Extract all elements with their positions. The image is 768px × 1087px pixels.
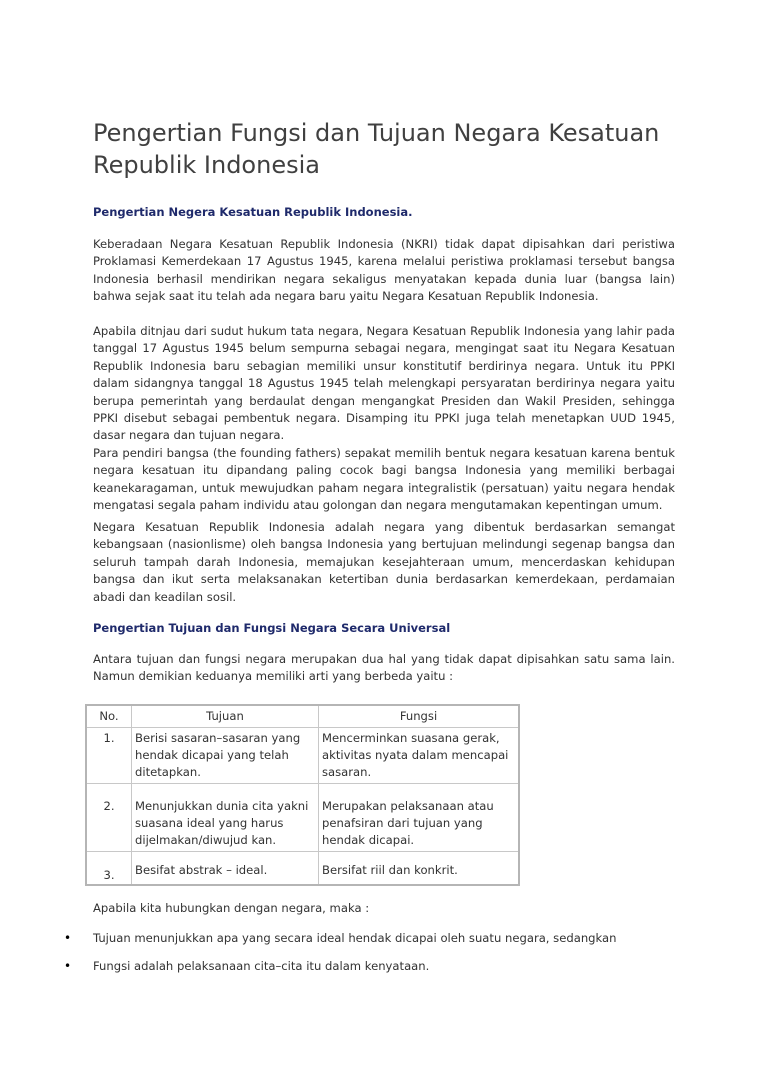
table-row bbox=[86, 852, 519, 886]
cell-tujuan: Menunjukkan dunia cita yakni suasana ideal yang harus dijelmakan/diwujud kan. bbox=[132, 784, 319, 852]
paragraph-2-part-b: Para pendiri bangsa (the founding fathers) sepakat memilih bentuk negara kesatuan karena bentuk negara kesatuan itu dipandang paling cocok bagi bangsa Indonesia yang memiliki berbagai keanekaragaman, untuk mewujudkan paham negara integralistik (persatuan) yaitu negara hendak mengatasi segala paham individu atau golongan dan negara mengutamakan kepentingan umum. bbox=[93, 445, 675, 513]
list-item bbox=[0, 930, 700, 958]
section-heading-nkri: Pengertian Negera Kesatuan Republik Indonesia. bbox=[93, 205, 413, 219]
page-title: Pengertian Fungsi dan Tujuan Negara Kesatuan Republik Indonesia bbox=[93, 119, 660, 179]
table-row bbox=[86, 728, 519, 784]
cell-no: 3. bbox=[86, 852, 132, 886]
cell-no: 1. bbox=[86, 728, 132, 784]
cell-fungsi: Bersifat riil dan konkrit. bbox=[319, 852, 520, 886]
bullet-text: Fungsi adalah pelaksanaan cita–cita itu dalam kenyataan. bbox=[93, 959, 430, 973]
bullet-list bbox=[0, 930, 700, 986]
cell-no: 2. bbox=[86, 784, 132, 852]
paragraph-1: Keberadaan Negara Kesatuan Republik Indonesia (NKRI) tidak dapat dipisahkan dari peristiwa Proklamasi Kemerdekaan 17 Agustus 1945, karena melalui peristiwa proklamasi tersebut bangsa Indonesia berhasil mendirikan negara sekaligus menyatakan kepada dunia luar (bangsa lain) bahwa sejak saat itu telah ada negara baru yaitu Negara Kesatuan Republik Indonesia. bbox=[93, 237, 675, 304]
paragraph-2-part-a: Apabila ditnjau dari sudut hukum tata negara, Negara Kesatuan Republik Indonesia yang lahir pada tanggal 17 Agustus 1945 belum sempurna sebagai negara, mengingat saat itu Negara Kesatuan Republik Indonesia baru sebagian memiliki unsur konstitutif berdirinya negara. Untuk itu PPKI dalam sidangnya tanggal 18 Agustus 1945 telah melengkapi persyaratan berdirinya negara yaitu berupa pemerintah yang berdaulat dengan mengangkat Presiden dan Wakil Presiden, sehingga PPKI disebut sebagai pembentuk negara. Disamping itu PPKI juga telah menetapkan UUD 1945, dasar negara dan tujuan negara. bbox=[93, 324, 675, 443]
list-item bbox=[0, 958, 700, 986]
cell-tujuan: Besifat abstrak – ideal. bbox=[132, 852, 319, 886]
bullet-text: Tujuan menunjukkan apa yang secara ideal hendak dicapai oleh suatu negara, sedangkan bbox=[93, 931, 617, 945]
comparison-table bbox=[85, 704, 520, 886]
bullet-icon: • bbox=[64, 931, 72, 945]
paragraph-4: Antara tujuan dan fungsi negara merupakan dua hal yang tidak dapat dipisahkan satu sama lain. Namun demikian keduanya memiliki arti yang berbeda yaitu : bbox=[93, 652, 675, 684]
header-tujuan: Tujuan bbox=[132, 705, 319, 728]
section-heading-universal: Pengertian Tujuan dan Fungsi Negara Secara Universal bbox=[93, 621, 451, 635]
header-no: No. bbox=[86, 705, 132, 728]
cell-fungsi: Merupakan pelaksanaan atau penafsiran dari tujuan yang hendak dicapai. bbox=[319, 784, 520, 852]
paragraph-3: Negara Kesatuan Republik Indonesia adalah negara yang dibentuk berdasarkan semangat kebangsaan (nasionlisme) oleh bangsa Indonesia yang bertujuan melindungi segenap bangsa dan seluruh tampah darah Indonesia, memajukan kesejahteraan umum, mencerdaskan kehidupan bangsa dan ikut serta melaksanakan ketertiban dunia berdasarkan kemerdekaan, perdamaian abadi dan keadilan sosil. bbox=[93, 520, 675, 604]
paragraph-2 bbox=[93, 323, 675, 514]
closing-sentence: Apabila kita hubungkan dengan negara, maka : bbox=[93, 901, 370, 915]
bullet-icon: • bbox=[64, 959, 72, 973]
cell-fungsi: Mencerminkan suasana gerak, aktivitas nyata dalam mencapai sasaran. bbox=[319, 728, 520, 784]
cell-tujuan: Berisi sasaran–sasaran yang hendak dicapai yang telah ditetapkan. bbox=[132, 728, 319, 784]
table-header-row bbox=[86, 705, 519, 728]
header-fungsi: Fungsi bbox=[319, 705, 520, 728]
table-row bbox=[86, 784, 519, 852]
